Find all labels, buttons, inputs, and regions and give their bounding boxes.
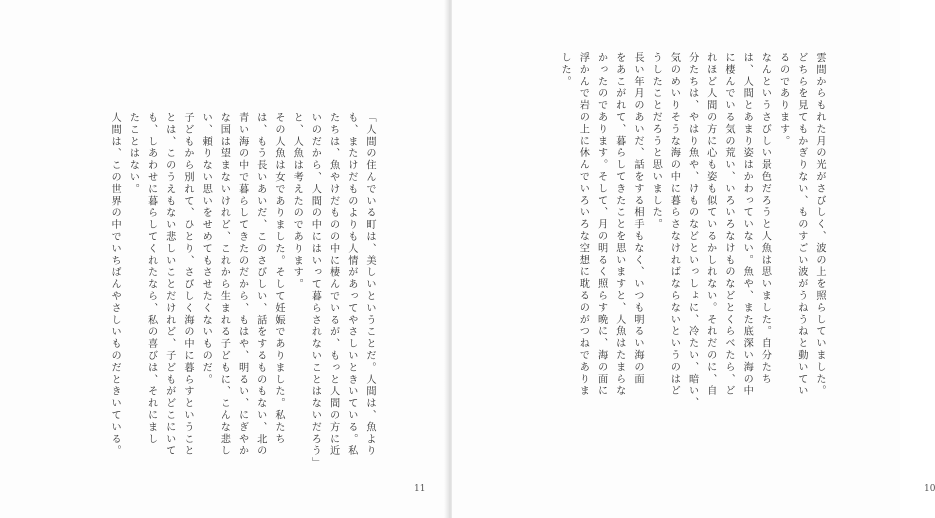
text-column: 人間は、この世界の中でいちばんやさしいものだときいている。 [109,112,121,458]
text-column: も、またけだものよりも人情があってやさしいときいている。私 [345,112,357,458]
text-column: 浮かんで岩の上に休んでいろいろな空想に耽るのがつねでありま [577,52,589,398]
text-column: と、人魚は考えたのであります。 [291,112,303,291]
text-column: たちは、魚やけだものの中に棲んでいるが、もっと人間の方に近 [327,112,339,458]
text-column: も、しあわせに暮らしてくれたなら、私の喜びは、それにまし [145,112,157,446]
text-column: 分たちは、やはり魚や、けものなどといっしょに、冷たい、暗い、 [686,52,698,409]
text-column: 子どもから別れて、ひとり、さびしく海の中に暮らすということ [181,112,193,458]
right-page [452,0,935,518]
text-column: な国は望まないけれど、これから生まれる子どもに、こんな悲し [218,112,230,458]
text-column: した。 [559,52,571,88]
text-column: その人魚は女でありました。そして妊娠でありました。私たち [272,112,284,446]
text-column: をあこがれて、暮らしてきたことを思いますと、人魚はたまらな [613,52,625,398]
text-column: なんというさびしい景色だろうと人魚は思いました。自分たち [759,52,771,386]
text-column: は、もう長いあいだ、このさびしい、話をするものもない、北の [254,112,266,458]
text-column: い、頼りない思いをせめてもさせたくないものだ。 [200,112,212,386]
text-column: れほど人間の方に心も姿も似ているかしれない。それだのに、自 [704,52,716,398]
text-column: は、人間とあまり姿はかわっていない。魚や、また底深い海の中 [741,52,753,398]
page-number: 10 [924,484,935,494]
left-page-text [105,112,378,469]
text-column: 雲間からもれた月の光がさびしく、波の上を照らしていました。 [814,52,825,398]
text-column: たことはない。 [127,112,139,196]
text-column: るのであります。 [777,52,789,148]
text-column: 気のめいりそうな海の中に暮らさなければならないというのはど [668,52,680,398]
text-column: とは、このうえもない悲しいことだけれど、子どもがどこにいて [163,112,175,458]
text-column: 「人間の住んでいる町は、美しいということだ。人間は、魚より [364,112,375,458]
left-page [0,0,448,518]
text-column: いのだから、人間の中にはいって暮らされないことはないだろう」 [309,112,321,469]
text-column: うしたことだろうと思いました。 [650,52,662,231]
text-column: に棲んでいる気の荒い、いろいろなけものなどとくらべたら、ど [722,52,734,398]
text-column: かったのであります。そして、月の明るく照らす晩に、海の面に [595,52,607,398]
text-column: 長い年月のあいだ、話をする相手もなく、いつも明るい海の面 [631,52,643,386]
page-number: 11 [414,484,426,494]
text-column: 青い海の中で暮らしてきたのだから、もはや、明るい、にぎやか [236,112,248,458]
text-column: どちらを見てもかぎりない、ものすごい波がうねうねと動いてい [795,52,807,398]
right-page-text [555,52,828,409]
